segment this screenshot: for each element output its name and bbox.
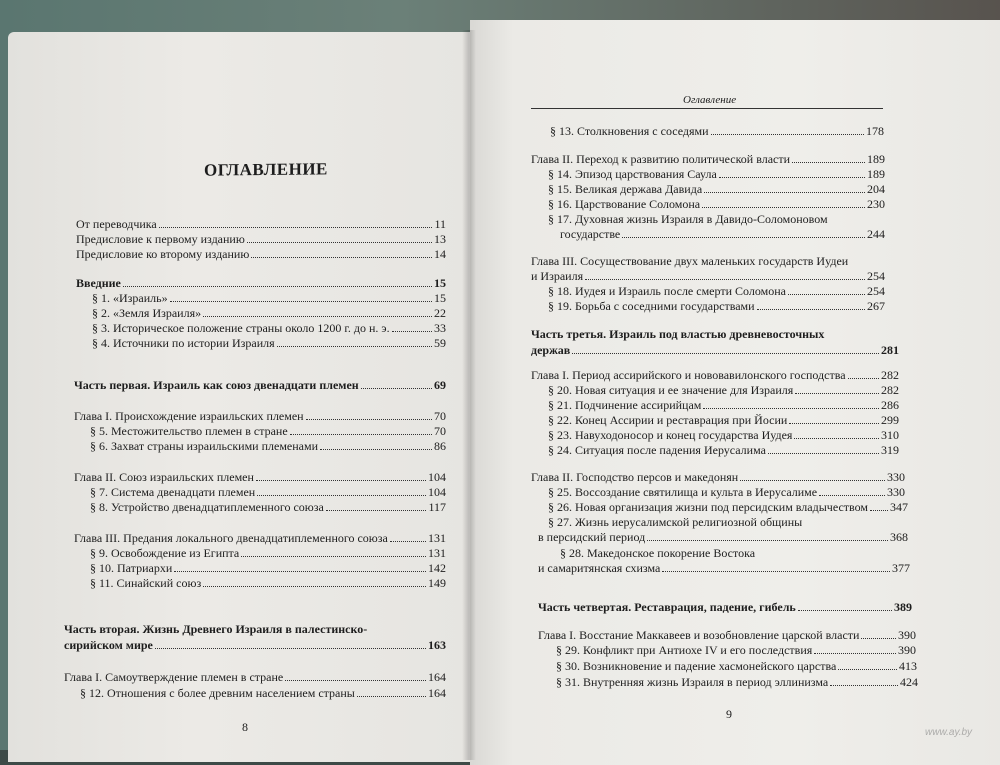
toc-entry: Часть вторая. Жизнь Древнего Израиля в палестинско-	[64, 622, 368, 636]
toc-entry: § 19. Борьба с соседними государствами 267	[548, 299, 885, 313]
toc-entry: Глава II. Союз израильских племен 104	[74, 470, 446, 484]
toc-entry: государстве 244	[560, 227, 885, 241]
toc-entry: Предисловие ко второму изданию 14	[76, 247, 446, 261]
toc-entry: Глава I. Период ассирийского и нововавилонского господства 282	[531, 368, 899, 382]
toc-entry: § 24. Ситуация после падения Иерусалима 319	[548, 443, 899, 457]
toc-entry: Глава III. Предания локального двенадцатиплеменного союза 131	[74, 531, 446, 545]
toc-entry: § 30. Возникновение и падение хасмонейского царства 413	[556, 659, 917, 673]
header-rule	[531, 108, 883, 109]
toc-entry: От переводчика 11	[76, 217, 446, 231]
toc-entry: § 13. Столкновения с соседями 178	[550, 124, 884, 138]
toc-entry: Глава I. Происхождение израильских племен 70	[74, 409, 446, 423]
toc-entry: § 20. Новая ситуация и ее значение для Израиля 282	[548, 383, 899, 397]
toc-entry: § 6. Захват страны израильскими племенами 86	[90, 439, 446, 453]
toc-entry: § 14. Эпизод царствования Саула 189	[548, 167, 885, 181]
toc-entry: § 27. Жизнь иерусалимской религиозной общины	[548, 515, 803, 529]
toc-entry: в персидский период 368	[538, 530, 908, 544]
toc-entry: Предисловие к первому изданию 13	[76, 232, 446, 246]
toc-entry: § 16. Царствование Соломона 230	[548, 197, 885, 211]
running-header: Оглавление	[683, 94, 737, 106]
toc-entry: § 12. Отношения с более древним населением страны 164	[80, 686, 446, 700]
toc-entry: § 15. Великая держава Давида 204	[548, 182, 885, 196]
toc-entry: Часть первая. Израиль как союз двенадцати племен 69	[74, 378, 446, 392]
toc-entry: Часть четвертая. Реставрация, падение, гибель 389	[538, 600, 912, 614]
toc-entry: сирийском мире 163	[64, 638, 446, 652]
page-number: 8	[242, 720, 248, 734]
left-page	[8, 32, 470, 762]
toc-entry: § 17. Духовная жизнь Израиля в Давидо-Соломоновом	[548, 212, 828, 226]
toc-entry: § 8. Устройство двенадцатиплеменного союза 117	[90, 500, 446, 514]
toc-entry: § 5. Местожительство племен в стране 70	[90, 424, 446, 438]
toc-entry: Глава II. Господство персов и македонян 330	[531, 470, 905, 484]
toc-entry: и Израиля 254	[531, 269, 885, 283]
toc-entry: Глава I. Самоутверждение племен в стране 164	[64, 670, 446, 684]
watermark: www.ay.by	[925, 727, 973, 738]
toc-entry: держав 281	[531, 343, 899, 357]
toc-entry: Часть третья. Израиль под властью древневосточных	[531, 327, 825, 341]
toc-entry: Глава I. Восстание Маккавеев и возобновление царской власти 390	[538, 628, 916, 642]
page-number: 9	[726, 707, 732, 721]
toc-entry: § 25. Воссоздание святилища и культа в Иерусалиме 330	[548, 485, 905, 499]
toc-entry: § 7. Система двенадцати племен 104	[90, 485, 446, 499]
toc-entry: Глава II. Переход к развитию политической власти 189	[531, 152, 885, 166]
toc-entry: Введние 15	[76, 276, 446, 290]
toc-entry: § 3. Историческое положение страны около 1200 г. до н. э. 33	[92, 321, 446, 335]
toc-entry: § 4. Источники по истории Израиля 59	[92, 336, 446, 350]
toc-entry: § 1. «Израиль» 15	[92, 291, 446, 305]
toc-entry: § 31. Внутренняя жизнь Израиля в период эллинизма 424	[556, 675, 918, 689]
toc-entry: § 9. Освобождение из Египта 131	[90, 546, 446, 560]
toc-entry: § 21. Подчинение ассирийцам 286	[548, 398, 899, 412]
toc-entry: § 28. Македонское покорение Востока	[560, 546, 756, 560]
toc-entry: § 2. «Земля Израиля» 22	[92, 306, 446, 320]
toc-entry: § 10. Патриархи 142	[90, 561, 446, 575]
toc-entry: Глава III. Сосуществование двух маленьких государств Иудеи	[531, 254, 849, 268]
toc-entry: § 29. Конфликт при Антиохе IV и его последствия 390	[556, 643, 916, 657]
toc-entry: § 23. Навуходоносор и конец государства Иудея 310	[548, 428, 899, 442]
toc-entry: § 22. Конец Ассирии и реставрация при Йосии 299	[548, 413, 899, 427]
toc-entry: и самаритянская схизма 377	[538, 561, 910, 575]
toc-title: ОГЛАВЛЕНИЕ	[204, 159, 328, 180]
book-spine	[462, 30, 476, 760]
toc-entry: § 18. Иудея и Израиль после смерти Соломона 254	[548, 284, 885, 298]
toc-entry: § 11. Синайский союз 149	[90, 576, 446, 590]
toc-entry: § 26. Новая организация жизни под персидским владычеством 347	[548, 500, 908, 514]
